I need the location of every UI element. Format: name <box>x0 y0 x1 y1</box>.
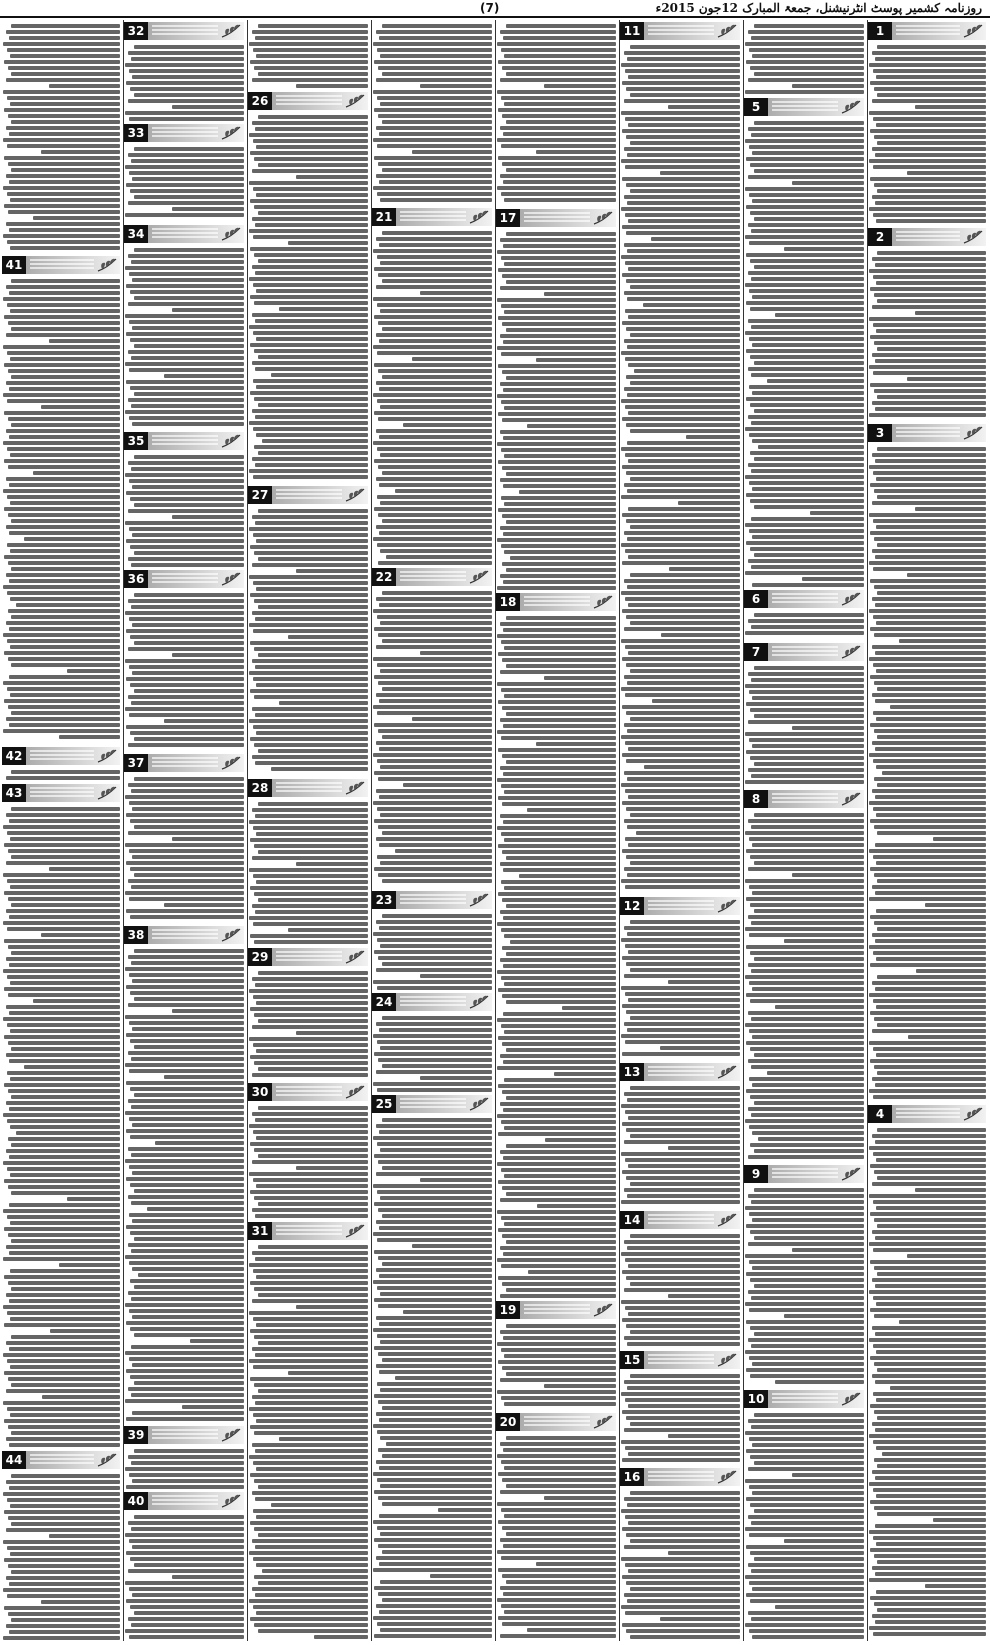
article-body-text <box>2 1472 120 1640</box>
leaf-sprig-icon <box>592 1302 614 1318</box>
article-number: 23 <box>372 891 396 909</box>
article-body-text <box>2 805 120 1448</box>
leaf-sprig-icon <box>840 1166 862 1182</box>
article-number: 2 <box>868 228 892 246</box>
header-stripes <box>400 894 466 906</box>
article-number: 8 <box>744 790 768 808</box>
leaf-sprig-icon <box>468 1096 490 1112</box>
article-body-text <box>620 1489 740 1640</box>
article-body-text <box>124 145 244 222</box>
article-body-text <box>124 591 244 751</box>
article-header-25 <box>372 1095 492 1113</box>
masthead <box>0 0 990 18</box>
leaf-sprig-icon <box>220 23 242 39</box>
article-number: 44 <box>2 1451 26 1469</box>
article-number: 28 <box>248 779 272 797</box>
leaf-sprig-icon <box>592 210 614 226</box>
article-number: 17 <box>496 209 520 227</box>
article-body-text <box>868 1126 986 1640</box>
article-number: 36 <box>124 570 148 588</box>
article-header-8 <box>744 790 864 808</box>
header-stripes <box>648 1471 714 1483</box>
header-stripes <box>276 1225 342 1237</box>
article-number: 29 <box>248 948 272 966</box>
article-body-text <box>124 775 244 923</box>
header-stripes <box>400 211 466 223</box>
header-stripes <box>772 101 838 113</box>
article-header-34 <box>124 225 244 243</box>
leaf-sprig-icon <box>840 791 862 807</box>
leaf-sprig-icon <box>716 1212 738 1228</box>
page-number: (7) <box>480 1 500 15</box>
article-body-text <box>496 1434 616 1640</box>
article-body-text <box>248 1104 368 1219</box>
article-body-text <box>248 507 368 776</box>
header-stripes <box>152 25 218 37</box>
article-body-text <box>2 768 120 781</box>
article-number: 21 <box>372 208 396 226</box>
article-header-1 <box>868 22 986 40</box>
article-header-44 <box>2 1451 120 1469</box>
header-stripes <box>400 996 466 1008</box>
header-stripes <box>152 1495 218 1507</box>
article-body-text <box>124 947 244 1423</box>
header-stripes <box>896 25 960 37</box>
article-header-39 <box>124 1426 244 1444</box>
article-header-42 <box>2 747 120 765</box>
article-body-text <box>496 230 616 590</box>
article-number: 38 <box>124 926 148 944</box>
article-body-text <box>744 811 864 1162</box>
article-body-text <box>620 918 740 1060</box>
article-header-24 <box>372 993 492 1011</box>
leaf-sprig-icon <box>96 785 118 801</box>
article-header-19 <box>496 1301 616 1319</box>
article-number: 37 <box>124 754 148 772</box>
leaf-sprig-icon <box>468 209 490 225</box>
article-number: 27 <box>248 486 272 504</box>
article-body-text <box>372 229 492 565</box>
article-body-text <box>744 664 864 787</box>
header-stripes <box>648 25 714 37</box>
article-number: 15 <box>620 1351 644 1369</box>
article-header-4 <box>868 1105 986 1123</box>
leaf-sprig-icon <box>344 949 366 965</box>
leaf-sprig-icon <box>716 1064 738 1080</box>
header-stripes <box>648 1214 714 1226</box>
leaf-sprig-icon <box>96 1452 118 1468</box>
leaf-sprig-icon <box>220 571 242 587</box>
article-number: 30 <box>248 1083 272 1101</box>
article-header-2 <box>868 228 986 246</box>
article-header-28 <box>248 779 368 797</box>
header-stripes <box>772 593 838 605</box>
leaf-sprig-icon <box>716 23 738 39</box>
leaf-sprig-icon <box>716 1352 738 1368</box>
header-stripes <box>524 596 590 608</box>
article-header-3 <box>868 424 986 442</box>
article-number: 16 <box>620 1468 644 1486</box>
header-stripes <box>30 750 94 762</box>
leaf-sprig-icon <box>840 1391 862 1407</box>
header-stripes <box>524 1304 590 1316</box>
article-body-text <box>248 969 368 1080</box>
article-number: 4 <box>868 1105 892 1123</box>
leaf-sprig-icon <box>592 594 614 610</box>
article-header-13 <box>620 1063 740 1081</box>
header-stripes <box>896 1108 960 1120</box>
article-header-32 <box>124 22 244 40</box>
header-stripes <box>772 1168 838 1180</box>
article-number: 5 <box>744 98 768 116</box>
article-number: 31 <box>248 1222 272 1240</box>
leaf-sprig-icon <box>344 487 366 503</box>
header-stripes <box>524 212 590 224</box>
article-header-43 <box>2 784 120 802</box>
leaf-sprig-icon <box>716 898 738 914</box>
header-stripes <box>276 1086 342 1098</box>
header-stripes <box>648 900 714 912</box>
article-header-7 <box>744 643 864 661</box>
article-number: 14 <box>620 1211 644 1229</box>
article-body-text <box>372 589 492 888</box>
header-stripes <box>772 646 838 658</box>
leaf-sprig-icon <box>220 433 242 449</box>
article-header-22 <box>372 568 492 586</box>
header-stripes <box>276 951 342 963</box>
article-number: 33 <box>124 124 148 142</box>
header-stripes <box>30 1454 94 1466</box>
article-body-text <box>620 1084 740 1208</box>
article-header-20 <box>496 1413 616 1431</box>
article-header-27 <box>248 486 368 504</box>
leaf-sprig-icon <box>962 23 984 39</box>
article-header-15 <box>620 1351 740 1369</box>
article-header-30 <box>248 1083 368 1101</box>
leaf-sprig-icon <box>220 927 242 943</box>
article-number: 20 <box>496 1413 520 1431</box>
article-number: 25 <box>372 1095 396 1113</box>
article-body-text <box>124 1447 244 1489</box>
article-body-text <box>744 611 864 640</box>
leaf-sprig-icon <box>220 1427 242 1443</box>
article-number: 40 <box>124 1492 148 1510</box>
header-stripes <box>400 1098 466 1110</box>
article-body-text <box>744 1411 864 1640</box>
header-stripes <box>896 427 960 439</box>
header-stripes <box>152 228 218 240</box>
article-body-text <box>248 113 368 483</box>
leaf-sprig-icon <box>962 229 984 245</box>
article-body-text <box>744 119 864 587</box>
article-body-text <box>372 22 492 205</box>
masthead-title: روزنامہ کشمیر پوسٹ انٹرنیشنل، جمعۃ المبارک 12جون 2015ء <box>655 1 982 15</box>
article-header-33 <box>124 124 244 142</box>
article-body-text <box>496 1322 616 1410</box>
header-stripes <box>276 489 342 501</box>
header-stripes <box>648 1066 714 1078</box>
leaf-sprig-icon <box>716 1469 738 1485</box>
article-number: 34 <box>124 225 148 243</box>
article-number: 18 <box>496 593 520 611</box>
header-stripes <box>152 757 218 769</box>
article-body-text <box>124 1513 244 1640</box>
article-number: 9 <box>744 1165 768 1183</box>
article-header-36 <box>124 570 244 588</box>
header-stripes <box>648 1354 714 1366</box>
article-header-5 <box>744 98 864 116</box>
leaf-sprig-icon <box>962 425 984 441</box>
article-header-14 <box>620 1211 740 1229</box>
article-number: 32 <box>124 22 148 40</box>
article-header-11 <box>620 22 740 40</box>
article-number: 43 <box>2 784 26 802</box>
header-stripes <box>772 793 838 805</box>
article-body-text <box>620 1232 740 1348</box>
article-header-18 <box>496 593 616 611</box>
article-header-35 <box>124 432 244 450</box>
article-body-text <box>868 249 986 421</box>
article-body-text <box>372 912 492 990</box>
header-stripes <box>276 782 342 794</box>
article-body-text <box>744 22 864 95</box>
article-header-10 <box>744 1390 864 1408</box>
article-header-38 <box>124 926 244 944</box>
article-header-40 <box>124 1492 244 1510</box>
article-body-text <box>496 614 616 1298</box>
header-stripes <box>30 259 94 271</box>
leaf-sprig-icon <box>468 994 490 1010</box>
leaf-sprig-icon <box>840 591 862 607</box>
leaf-sprig-icon <box>220 1493 242 1509</box>
leaf-sprig-icon <box>468 569 490 585</box>
leaf-sprig-icon <box>344 780 366 796</box>
article-number: 7 <box>744 643 768 661</box>
leaf-sprig-icon <box>592 1414 614 1430</box>
article-header-12 <box>620 897 740 915</box>
header-stripes <box>30 787 94 799</box>
article-body-text <box>248 1243 368 1640</box>
article-number: 11 <box>620 22 644 40</box>
header-stripes <box>152 127 218 139</box>
article-body-text <box>2 277 120 744</box>
article-header-17 <box>496 209 616 227</box>
article-header-21 <box>372 208 492 226</box>
leaf-sprig-icon <box>344 93 366 109</box>
article-body-text <box>248 800 368 945</box>
article-body-text <box>124 43 244 121</box>
article-body-text <box>620 43 740 894</box>
article-number: 39 <box>124 1426 148 1444</box>
article-body-text <box>2 22 120 253</box>
article-header-26 <box>248 92 368 110</box>
article-number: 1 <box>868 22 892 40</box>
article-number: 35 <box>124 432 148 450</box>
article-header-23 <box>372 891 492 909</box>
leaf-sprig-icon <box>962 1106 984 1122</box>
leaf-sprig-icon <box>220 125 242 141</box>
article-number: 6 <box>744 590 768 608</box>
leaf-sprig-icon <box>468 892 490 908</box>
article-body-text <box>248 22 368 89</box>
article-header-16 <box>620 1468 740 1486</box>
article-number: 24 <box>372 993 396 1011</box>
article-number: 19 <box>496 1301 520 1319</box>
article-number: 41 <box>2 256 26 274</box>
article-header-31 <box>248 1222 368 1240</box>
article-header-6 <box>744 590 864 608</box>
leaf-sprig-icon <box>96 257 118 273</box>
article-body-text <box>620 1372 740 1465</box>
header-stripes <box>896 231 960 243</box>
article-body-text <box>868 445 986 1102</box>
leaf-sprig-icon <box>840 644 862 660</box>
leaf-sprig-icon <box>220 755 242 771</box>
leaf-sprig-icon <box>840 99 862 115</box>
article-body-text <box>496 22 616 206</box>
article-header-41 <box>2 256 120 274</box>
article-number: 13 <box>620 1063 644 1081</box>
article-number: 10 <box>744 1390 768 1408</box>
article-body-text <box>124 246 244 429</box>
leaf-sprig-icon <box>344 1223 366 1239</box>
leaf-sprig-icon <box>344 1084 366 1100</box>
article-body-text <box>124 453 244 567</box>
article-header-37 <box>124 754 244 772</box>
header-stripes <box>152 435 218 447</box>
article-header-9 <box>744 1165 864 1183</box>
article-number: 26 <box>248 92 272 110</box>
article-body-text <box>372 1116 492 1640</box>
article-number: 12 <box>620 897 644 915</box>
leaf-sprig-icon <box>96 748 118 764</box>
header-stripes <box>400 571 466 583</box>
article-number: 42 <box>2 747 26 765</box>
article-body-text <box>868 43 986 225</box>
article-header-29 <box>248 948 368 966</box>
header-stripes <box>772 1393 838 1405</box>
header-stripes <box>152 573 218 585</box>
header-stripes <box>276 95 342 107</box>
header-stripes <box>524 1416 590 1428</box>
header-stripes <box>152 929 218 941</box>
article-body-text <box>372 1014 492 1092</box>
article-body-text <box>744 1186 864 1387</box>
leaf-sprig-icon <box>220 226 242 242</box>
header-stripes <box>152 1429 218 1441</box>
article-number: 22 <box>372 568 396 586</box>
article-number: 3 <box>868 424 892 442</box>
